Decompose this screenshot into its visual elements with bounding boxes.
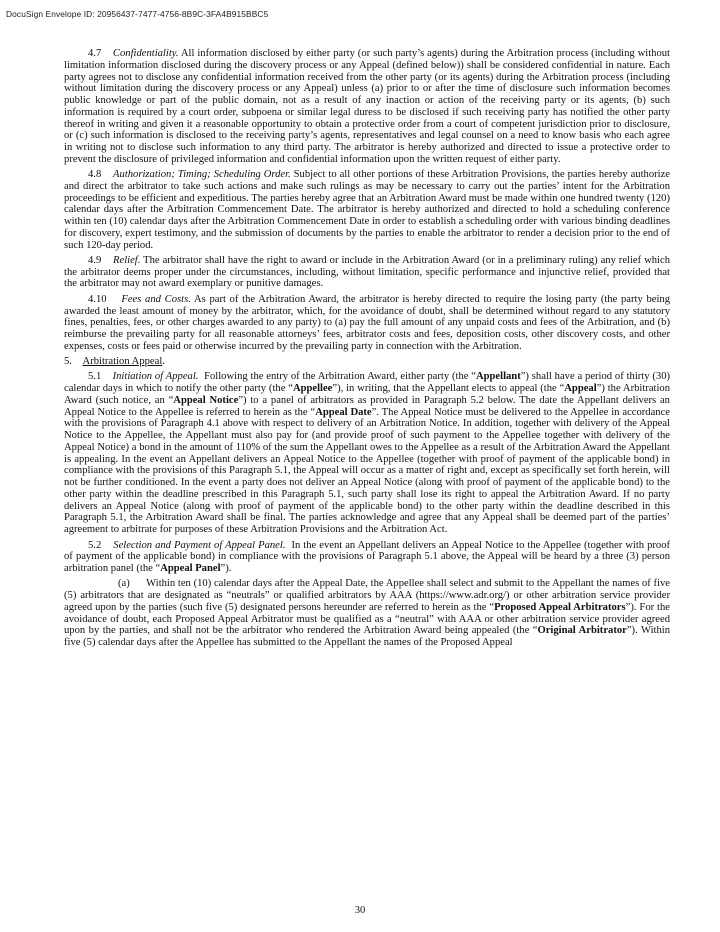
section-title: Arbitration Appeal xyxy=(82,356,163,368)
defined-term: Original Arbitrator xyxy=(537,625,627,637)
section-4-7 xyxy=(64,48,670,166)
text-run: ”), in writing, that the Appellant elects to appeal (the “ xyxy=(332,383,565,395)
heading-period: . xyxy=(162,356,165,368)
section-4-9 xyxy=(64,255,670,290)
text-run: ”) the Arbitration Award (such notice, an “ xyxy=(64,383,670,406)
section-number: 5.1 xyxy=(88,371,102,383)
text-run: Following the entry of the Arbitration Award, either party (the “ xyxy=(204,371,476,383)
section-number: 5. xyxy=(64,356,72,368)
text-run: ”). For the avoidance of doubt, each Proposed Appeal Arbitrator must be qualified as a “neutral” with AAA or other arbitration service provider agreed upon by the parties, and shall not be the arbitrator who rendered the Arbitration Award being appealed (the “ xyxy=(64,601,670,637)
section-text: As part of the Arbitration Award, the arbitrator is hereby directed to require the losing party (the party being awarded the least amount of money by the arbitrator, which, for the avoidance of doubt, shall be determined without regard to any statutory fines, penalties, fees, or other charges awarded to any party) to (a) pay the full amount of any unpaid costs and fees of the Arbitration, and (b) reimburse the prevailing party for all reasonable attorneys’ fees, arbitrator costs and fees, deposition costs, other discovery costs, and other expenses, costs or fees paid or otherwise incurred by the prevailing party in connection with the Arbitration. xyxy=(64,293,671,352)
section-4-8 xyxy=(64,169,670,251)
text-run: In the event an Appellant delivers an Appeal Notice to the Appellee (together with proof of payment of the applicable bond) in compliance with the provisions of Paragraph 5.1 above, the Appeal will be heard by a three (3) person arbitration panel (the “ xyxy=(64,539,671,575)
section-text: All information disclosed by either party (or such party’s agents) during the Arbitration process (including without limitation information disclosed during the discovery process or any Appeal (defined below)) shall be considered confidential in nature. Each party agrees not to disclose any confidential information received from the other party (or its agents) during the Arbitration process (including without limitation during the discovery process or any Appeal) unless (a) prior to or after the time of disclosure such information becomes public knowledge or part of the public domain, not as a result of any inaction or action of the receiving party or its agents, (b) such information is required by a court order, subpoena or similar legal duress to be disclosed if such receiving party has notified the other party thereof in writing and given it a reasonable opportunity to obtain a protective order from a court of competent jurisdiction prior to disclosure, or (c) such information is disclosed to the receiving party’s agents, representatives and legal counsel on a need to know basis who each agree in writing not to disclose such information to any third party. The arbitrator is hereby authorized and directed to issue a protective order to prevent the disclosure of privileged information and confidential information upon the written request of either party. xyxy=(64,48,670,165)
section-number: 4.8 xyxy=(88,169,102,181)
section-5-2-a xyxy=(64,578,670,649)
section-5-2 xyxy=(64,540,670,575)
defined-term: Appeal xyxy=(564,383,597,395)
section-title: Confidentiality. xyxy=(112,48,179,59)
section-number: 4.10 xyxy=(88,293,107,305)
defined-term: Proposed Appeal Arbitrators xyxy=(494,601,626,613)
defined-term: Appellee xyxy=(292,383,333,395)
defined-term: Appeal Panel xyxy=(160,563,221,575)
text-run: ”) shall have a period of thirty (30) calendar days in which to notify the other party (the “ xyxy=(64,371,671,395)
section-title: Authorization; Timing; Scheduling Order. xyxy=(113,169,291,181)
text-run: ”) to a panel of arbitrators as provided in Paragraph 5.2 below. The date the Appellant delivers an Appeal Notice to the Appellee is referred to herein as the “ xyxy=(64,394,670,418)
defined-term: Appellant xyxy=(475,371,521,383)
section-title: Selection and Payment of Appeal Panel. xyxy=(113,539,286,551)
section-text: Subject to all other portions of these Arbitration Provisions, the parties hereby authorize and direct the arbitrator to take such actions and make such rulings as may be necessary to carry out the parties’ intent for the Arbitration proceedings to be efficient and expeditious. The parties hereby agree that an Arbitration Award must be made within one hundred twenty (120) calendar days after the Arbitration Commencement Date. The arbitrator is hereby authorized and directed to hold a scheduling conference within ten (10) calendar days after the Arbitration Commencement Date in order to establish a scheduling order with various binding deadlines for discovery, expert testimony, and the submission of documents by the parties to enable the arbitrator to render a decision prior to the end of such 120-day period. xyxy=(64,169,670,251)
page-number: 30 xyxy=(354,905,366,916)
docusign-envelope-id: DocuSign Envelope ID: 20956437-7477-4756-8B9C-3FA4B915BBC5 xyxy=(6,9,269,19)
defined-term: Appeal Notice xyxy=(173,394,239,406)
section-number: 4.7 xyxy=(88,48,102,59)
text-run: Within ten (10) calendar days after the Appeal Date, the Appellee shall select and submit to the Appellant the names of five (5) arbitrators that are designated as “neutrals” or qualified arbitrators by AAA (https://www.adr.org/) or other arbitration service provider agreed upon by the parties (such five (5) designated persons hereunder are referred to herein as the “ xyxy=(64,578,670,613)
section-number: 5.2 xyxy=(88,539,102,551)
section-5-1 xyxy=(64,371,670,536)
text-run: ”). Within five (5) calendar days after the Appellee has submitted to the Appellant the names of the Proposed Appeal xyxy=(64,625,671,649)
section-5-heading xyxy=(64,356,670,368)
text-run: ”). xyxy=(220,563,232,575)
section-title: Relief. xyxy=(113,254,141,266)
section-title: Initiation of Appeal. xyxy=(112,371,199,383)
section-4-10 xyxy=(64,294,670,353)
section-number: 4.9 xyxy=(88,254,102,266)
section-text: The arbitrator shall have the right to award or include in the Arbitration Award (or in a preliminary ruling) any relief which the arbitrator deems proper under the circumstances, including, without limitation, specific performance and injunctive relief, provided that the arbitrator may not award exemplary or punitive damages. xyxy=(64,254,670,290)
subsection-number: (a) xyxy=(118,578,130,590)
document-page xyxy=(64,48,670,653)
defined-term: Appeal Date xyxy=(315,406,372,418)
text-run: ”. The Appeal Notice must be delivered to the Appellee in accordance with the provisions of Paragraph 4.1 above with respect to delivery of an Arbitration Notice. In addition, together with delivery of the Appeal Notice to the Appellee, the Appellant must also pay for (and provide proof of such payment to the Appellee together with delivery of the Appeal Notice) a bond in the amount of 110% of the sum the Appellant owes to the Appellee as a result of the Arbitration Award the Appellant is appealing. In the event an Appellant delivers an Appeal Notice to the Appellee (together with proof of payment of the applicable bond) in compliance with the provisions of this Paragraph 5.1, the Appeal will occur as a matter of right and, except as specifically set forth herein, will not be further conditioned. In the event a party does not deliver an Appeal Notice (along with proof of payment of the applicable bond) to the other party within the deadline prescribed in this Paragraph 5.1, such party shall lose its right to appeal the Arbitration Award. If no party delivers an Appeal Notice (along with proof of payment of the applicable bond) to the other party within the deadline described in this Paragraph 5.1, the Arbitration Award shall be final. The parties acknowledge and agree that any Appeal shall be deemed part of the parties’ agreement to arbitrate for purposes of these Arbitration Provisions and the Arbitration Act. xyxy=(64,406,670,536)
section-title: Fees and Costs. xyxy=(121,293,191,305)
